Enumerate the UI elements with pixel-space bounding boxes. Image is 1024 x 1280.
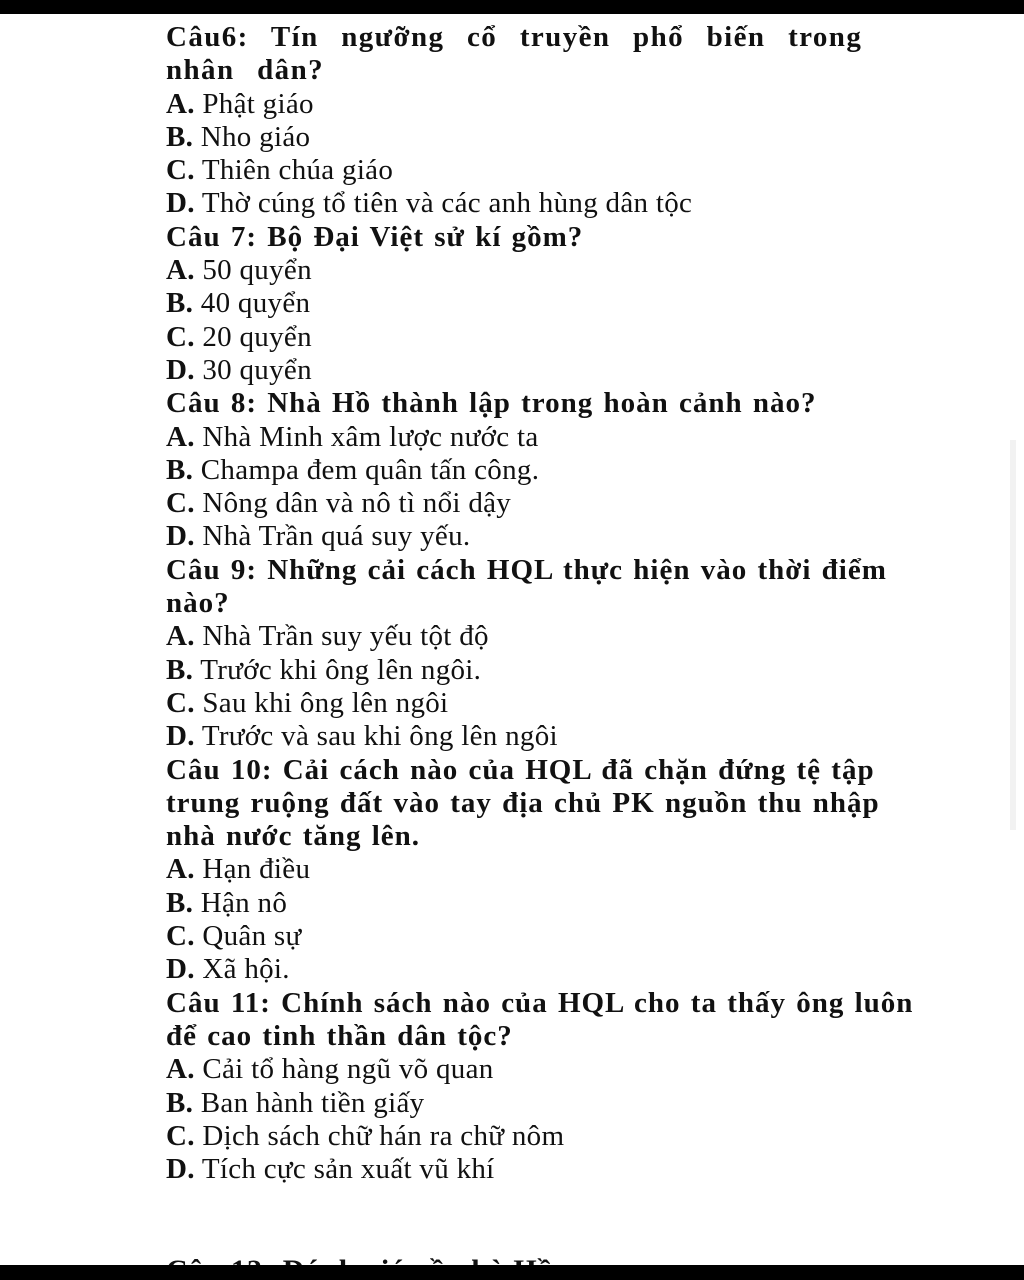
question-text <box>166 21 930 88</box>
answer-option <box>166 720 930 753</box>
option-letter: B. <box>166 653 194 686</box>
option-text: Nho giáo <box>200 120 311 153</box>
question-label: Câu 11: <box>166 986 271 1019</box>
option-text: 20 quyển <box>202 320 312 353</box>
question-body: Tín ngưỡng cổ truyền phổ biến trong nhân dân? <box>166 21 863 87</box>
answer-option <box>166 254 930 287</box>
question-block <box>166 554 930 754</box>
option-text: 40 quyển <box>200 287 311 320</box>
answer-option <box>166 421 930 454</box>
option-text: Hạn điều <box>202 853 311 886</box>
option-text: Sau khi ông lên ngôi <box>202 686 449 719</box>
question-block <box>166 221 930 387</box>
answer-option <box>166 321 930 354</box>
answer-option <box>166 487 930 520</box>
answer-option <box>166 887 930 920</box>
option-letter: B. <box>166 886 194 919</box>
answer-option <box>166 187 930 220</box>
answer-option <box>166 121 930 154</box>
question-label: Câu 8: <box>166 387 257 420</box>
option-letter: C. <box>166 487 195 520</box>
option-text: Thờ cúng tổ tiên và các anh hùng dân tộc <box>201 187 693 220</box>
option-text: Quân sự <box>202 920 302 953</box>
option-letter: B. <box>166 120 194 153</box>
option-letter: C. <box>166 154 195 187</box>
option-text: Cải tổ hàng ngũ võ quan <box>202 1053 494 1086</box>
question-text <box>166 987 930 1054</box>
option-letter: A. <box>166 254 195 287</box>
question-body: Chính sách nào của HQL cho ta thấy ông luôn để cao tinh thần dân tộc? <box>166 986 914 1052</box>
option-text: Hận nô <box>200 886 288 919</box>
answer-option <box>166 454 930 487</box>
option-text: 30 quyển <box>202 353 312 386</box>
question-label: Câu6: <box>166 21 249 53</box>
option-text: Phật giáo <box>202 87 314 120</box>
option-letter: A. <box>166 620 195 653</box>
answer-option <box>166 953 930 986</box>
answer-option <box>166 1087 930 1120</box>
answer-option <box>166 687 930 720</box>
scroll-edge <box>1010 440 1016 830</box>
answer-option <box>166 620 930 653</box>
option-text: Dịch sách chữ hán ra chữ nôm <box>202 1119 565 1152</box>
answer-option <box>166 1053 930 1086</box>
option-text: Nhà Trần suy yếu tột độ <box>202 620 489 653</box>
option-letter: D. <box>166 1153 195 1186</box>
option-letter: D. <box>166 720 195 753</box>
question-list <box>166 21 930 1186</box>
option-text: Champa đem quân tấn công. <box>200 453 540 486</box>
option-text: Tích cực sản xuất vũ khí <box>201 1153 495 1186</box>
answer-option <box>166 853 930 886</box>
answer-option <box>166 287 930 320</box>
option-text: Xã hội. <box>202 953 290 986</box>
option-letter: C. <box>166 920 195 953</box>
question-block <box>166 987 930 1187</box>
question-text <box>166 554 930 621</box>
question-block <box>166 754 930 987</box>
option-letter: D. <box>166 187 195 220</box>
answer-option <box>166 354 930 387</box>
option-letter: B. <box>166 453 194 486</box>
question-body: Những cải cách HQL thực hiện vào thời điểm nào? <box>166 553 887 620</box>
option-letter: B. <box>166 1086 194 1119</box>
answer-option <box>166 1153 930 1186</box>
option-letter: D. <box>166 953 195 986</box>
question-text <box>166 221 930 254</box>
answer-option <box>166 920 930 953</box>
question-body: Bộ Đại Việt sử kí gồm? <box>267 220 584 253</box>
option-text: 50 quyển <box>202 254 312 287</box>
question-block <box>166 387 930 553</box>
option-letter: D. <box>166 353 195 386</box>
question-text <box>166 754 930 854</box>
option-letter: C. <box>166 686 195 719</box>
answer-option <box>166 654 930 687</box>
option-text: Nông dân và nô tì nổi dậy <box>202 487 512 520</box>
option-letter: A. <box>166 1053 195 1086</box>
option-text: Trước khi ông lên ngôi. <box>200 653 482 686</box>
bottom-black-bar <box>0 1265 1024 1280</box>
option-letter: A. <box>166 420 195 453</box>
question-label: Câu 7: <box>166 220 257 253</box>
answer-option <box>166 520 930 553</box>
question-label: Câu 10: <box>166 753 273 786</box>
option-text: Nhà Minh xâm lược nước ta <box>202 420 539 453</box>
answer-option <box>166 88 930 121</box>
answer-option <box>166 154 930 187</box>
question-body: Nhà Hồ thành lập trong hoàn cảnh nào? <box>267 387 817 420</box>
option-letter: C. <box>166 320 195 353</box>
option-letter: A. <box>166 853 195 886</box>
option-text: Nhà Trần quá suy yếu. <box>202 520 471 553</box>
option-letter: B. <box>166 287 194 320</box>
question-body: Cải cách nào của HQL đã chặn đứng tệ tập trung ruộng đất vào tay địa chủ PK nguồn thu nhập nhà nước tăng lên. <box>166 753 880 853</box>
option-letter: A. <box>166 87 195 120</box>
question-text <box>166 387 930 420</box>
question-label: Câu 9: <box>166 553 257 586</box>
option-text: Ban hành tiền giấy <box>200 1086 425 1119</box>
answer-option <box>166 1120 930 1153</box>
question-block <box>166 21 930 221</box>
top-black-bar <box>0 0 1024 14</box>
option-letter: C. <box>166 1119 195 1152</box>
option-letter: D. <box>166 520 195 553</box>
option-text: Trước và sau khi ông lên ngôi <box>201 720 558 753</box>
option-text: Thiên chúa giáo <box>201 154 394 187</box>
